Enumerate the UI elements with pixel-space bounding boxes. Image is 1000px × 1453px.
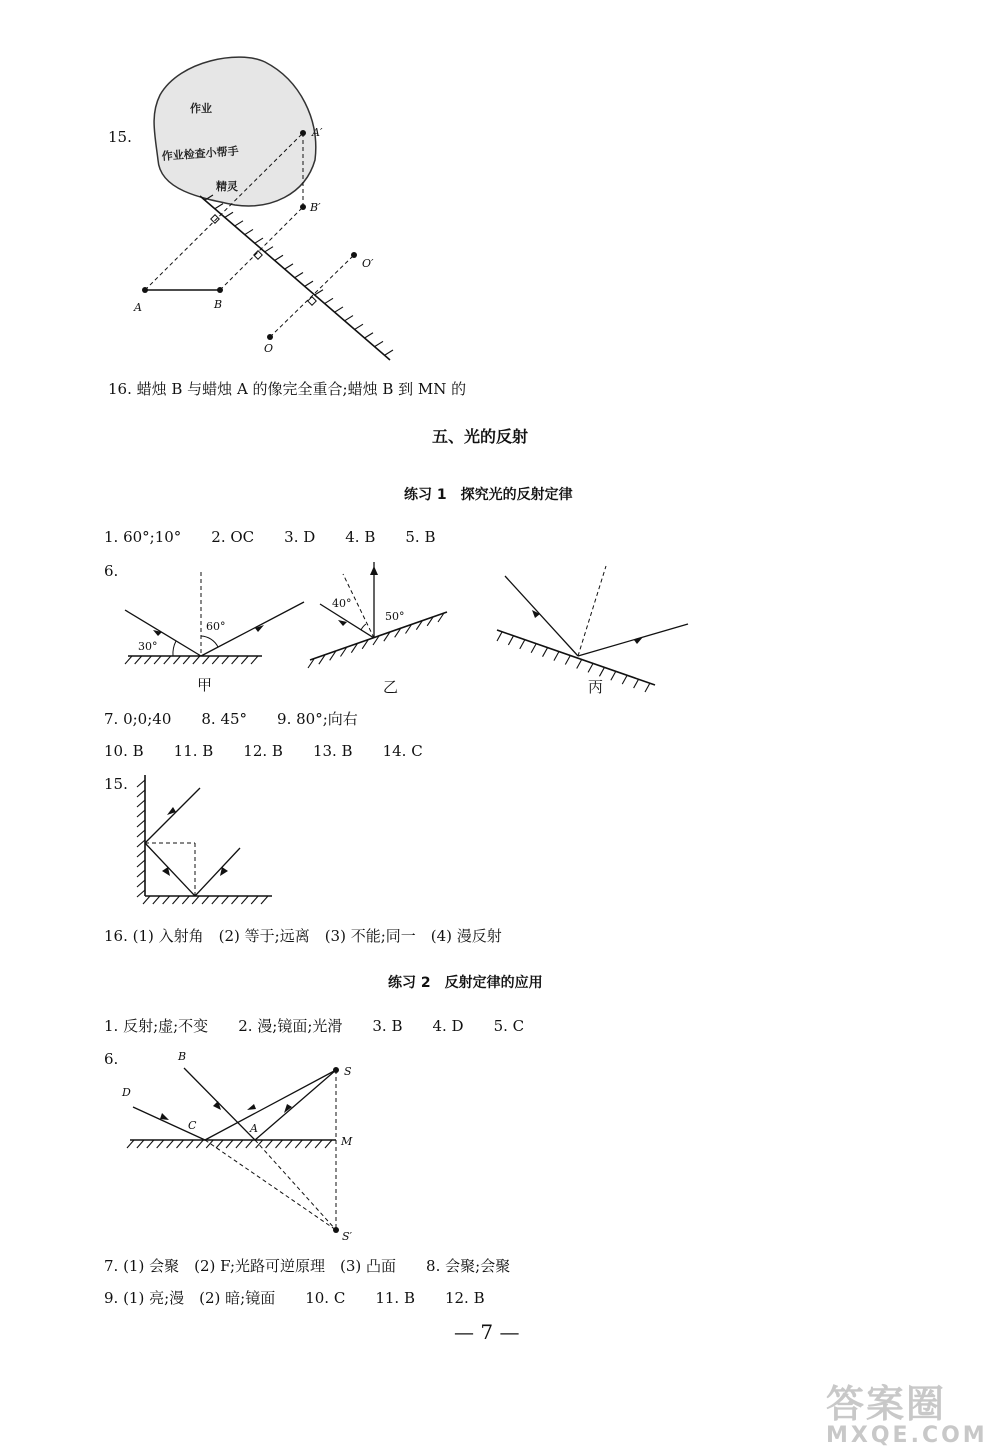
ex1-line7: 7. 0;0;40 8. 45° 9. 80°;向右 <box>104 710 358 728</box>
jia-angle-60: 60° <box>206 620 226 633</box>
ex1-q15-number: 15. <box>104 775 128 793</box>
fig2-label-s: S <box>344 1065 352 1078</box>
yi-angle-50: 50° <box>385 610 405 623</box>
label-o: O <box>264 342 274 355</box>
page-number: — 7 — <box>454 1320 520 1344</box>
label-b-prime: B′ <box>310 201 321 214</box>
ex2-line1: 1. 反射;虚;不变 2. 漫;镜面;光滑 3. B 4. D 5. C <box>104 1017 525 1035</box>
stamp-line1: 作业 <box>190 102 212 115</box>
fig2-label-m: M <box>341 1135 353 1148</box>
fig2-label-b: B <box>178 1050 187 1063</box>
label-b: B <box>214 298 223 311</box>
caption-jia: 甲 <box>197 676 213 694</box>
label-a: A <box>134 301 142 314</box>
q16-text: 16. 蜡烛 B 与蜡烛 A 的像完全重合;蜡烛 B 到 MN 的 <box>108 380 467 398</box>
exercise2-title: 练习 2 反射定律的应用 <box>388 975 543 991</box>
label-o-prime: O′ <box>362 257 374 270</box>
q15-number: 15. <box>108 128 132 146</box>
fig2-label-c: C <box>188 1119 197 1132</box>
ex1-q6-number: 6. <box>104 562 119 580</box>
watermark-top: 答案圈 <box>826 1382 947 1426</box>
fig2-label-a: A <box>250 1122 258 1135</box>
exercise1-title: 练习 1 探究光的反射定律 <box>404 487 573 503</box>
ex1-line10: 10. B 11. B 12. B 13. B 14. C <box>104 742 423 760</box>
stamp-line3: 精灵 <box>216 180 238 193</box>
stamp-line2: 作业检查小帮手 <box>161 144 240 163</box>
fig2-label-s-prime: S′ <box>342 1230 353 1243</box>
yi-angle-40: 40° <box>332 597 352 610</box>
watermark-bottom: MXQE.COM <box>826 1423 988 1448</box>
fig2-label-d: D <box>122 1086 131 1099</box>
jia-angle-30: 30° <box>138 640 158 653</box>
ex1-line1: 1. 60°;10° 2. OC 3. D 4. B 5. B <box>104 528 436 546</box>
ex2-line7: 7. (1) 会聚 (2) F;光路可逆原理 (3) 凸面 8. 会聚;会聚 <box>104 1257 511 1275</box>
ex1-line16: 16. (1) 入射角 (2) 等于;远离 (3) 不能;同一 (4) 漫反射 <box>104 927 502 945</box>
caption-yi: 乙 <box>383 678 399 696</box>
caption-bing: 丙 <box>588 678 604 696</box>
ex2-q6-number: 6. <box>104 1050 119 1068</box>
label-a-prime: A′ <box>312 126 323 139</box>
site-watermark <box>826 1384 988 1448</box>
chapter-title: 五、光的反射 <box>432 427 529 446</box>
ex2-line9: 9. (1) 亮;漫 (2) 暗;镜面 10. C 11. B 12. B <box>104 1289 485 1307</box>
